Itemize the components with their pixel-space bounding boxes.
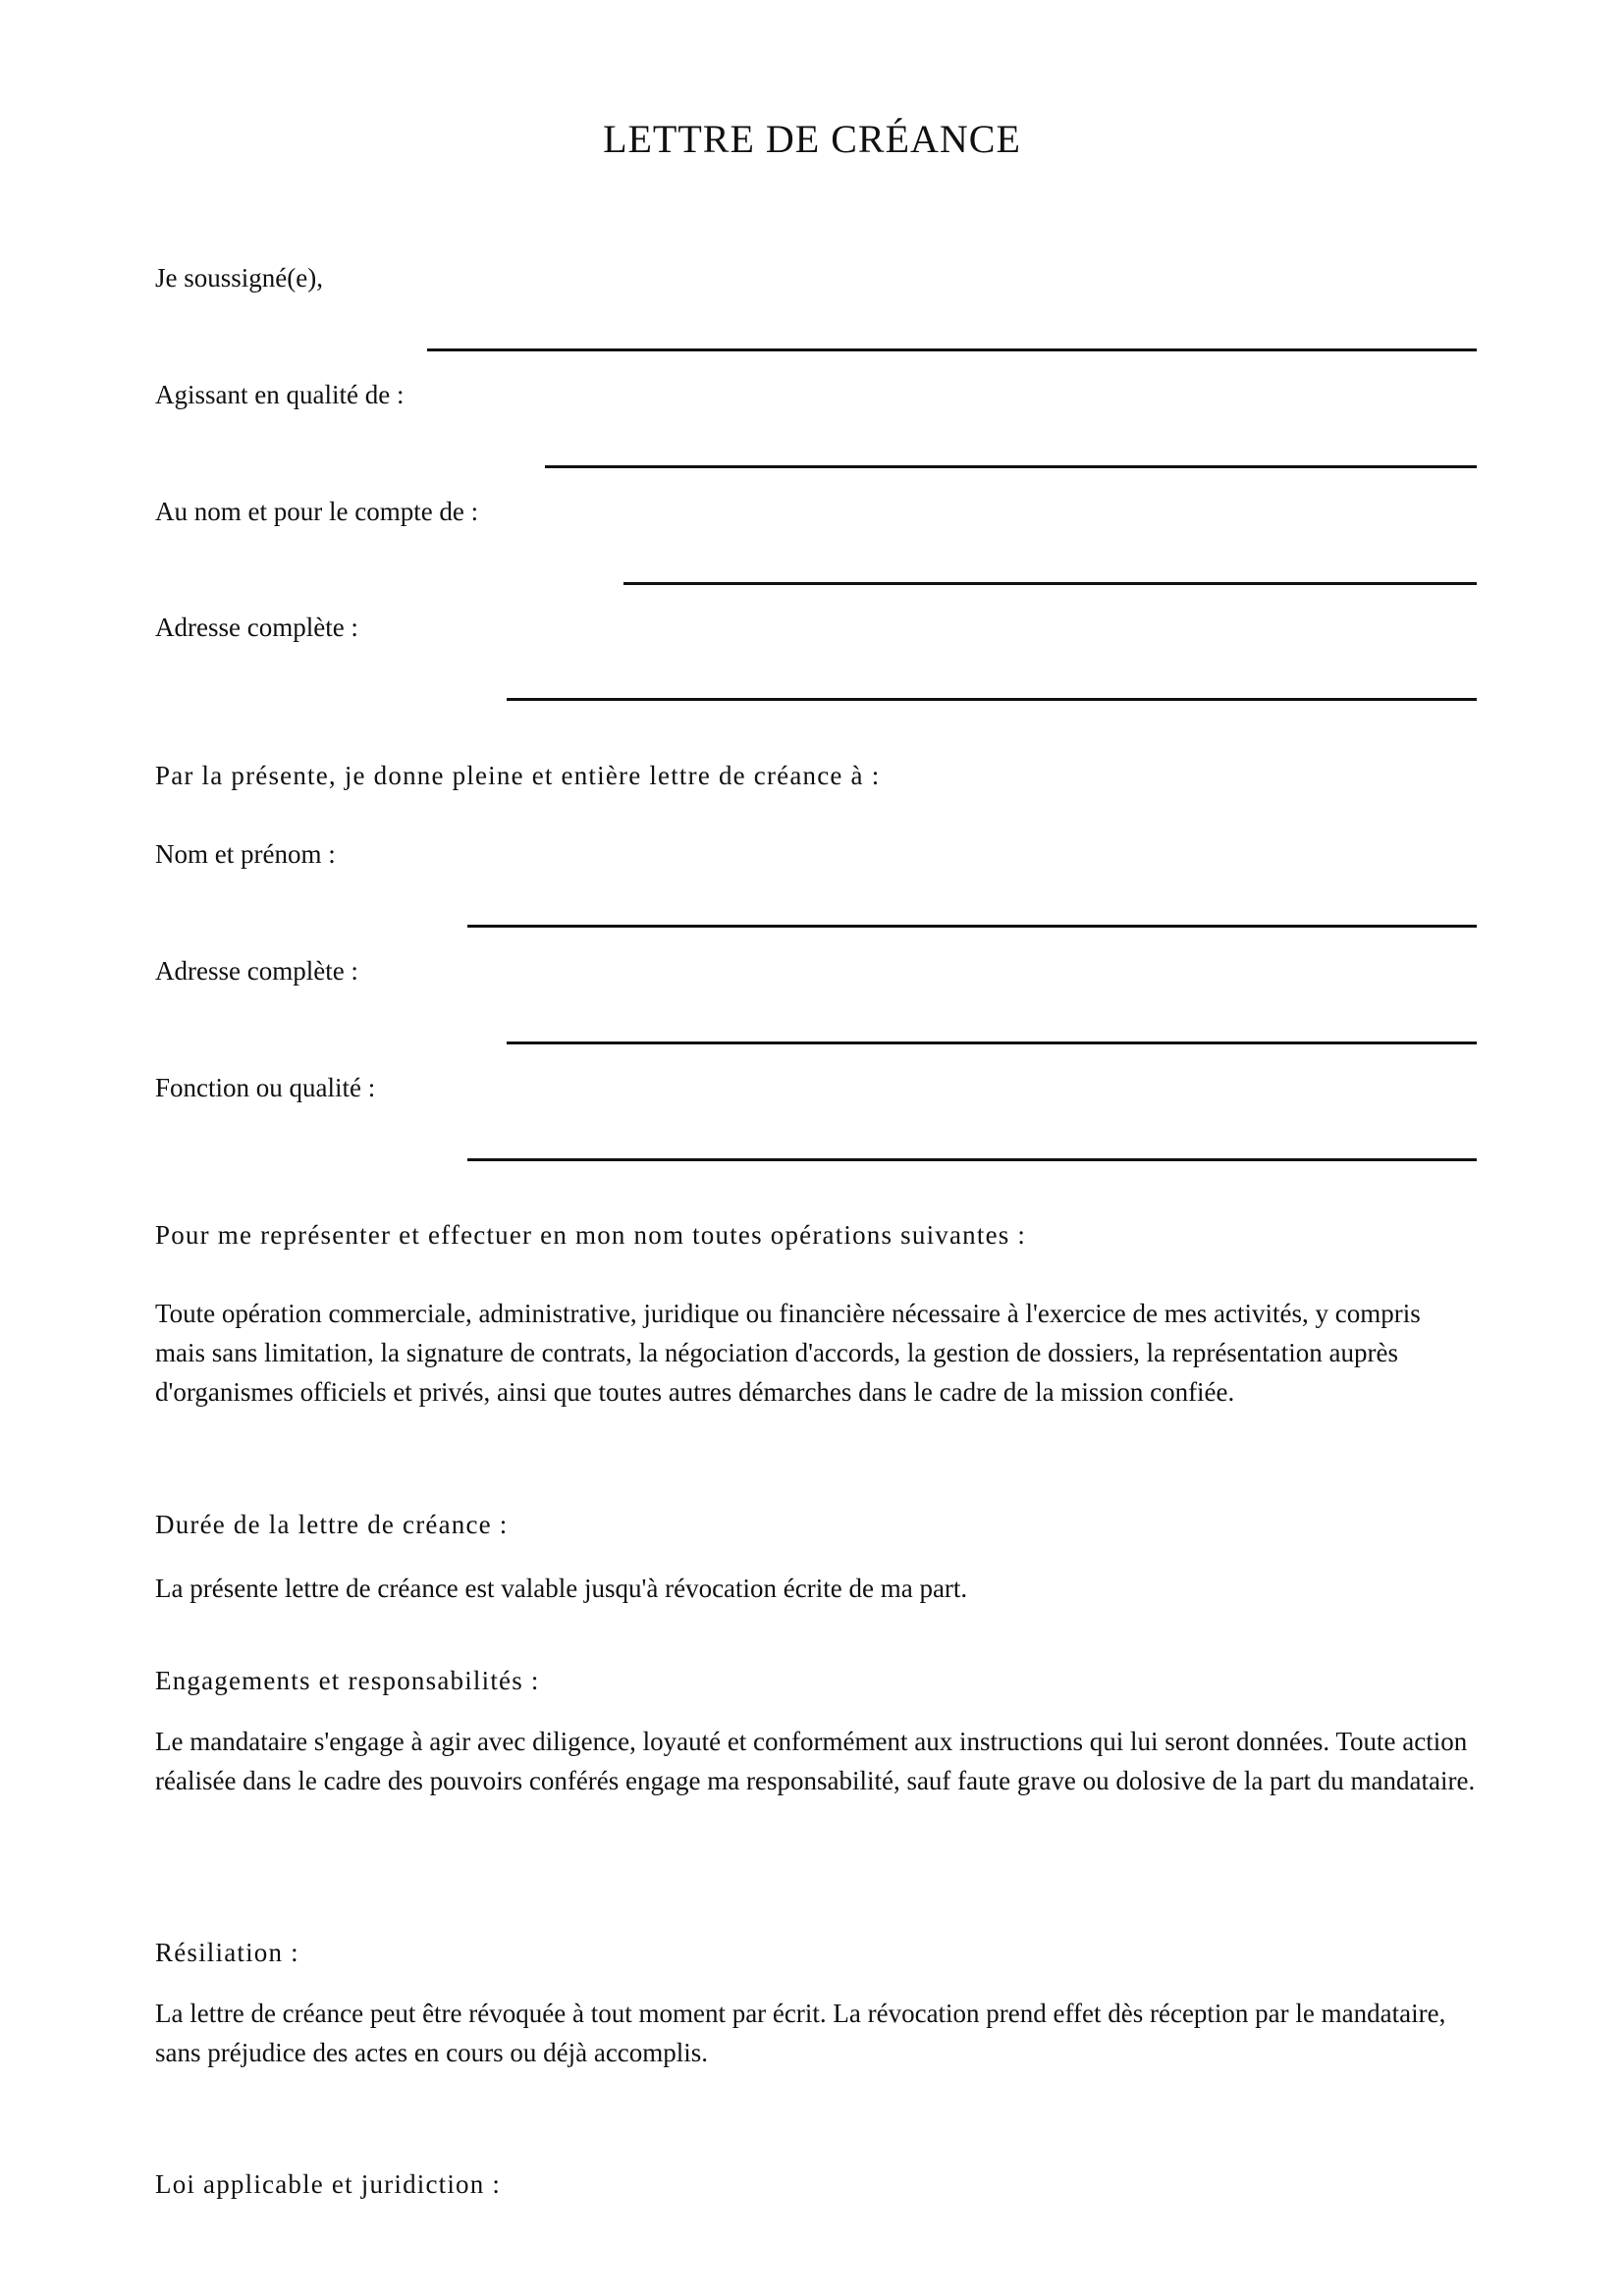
capacity-field-line[interactable] (545, 465, 1477, 468)
undersigned-label: Je soussigné(e), (155, 263, 323, 293)
function-field-line[interactable] (467, 1158, 1477, 1161)
delegate-address-field-line[interactable] (507, 1041, 1477, 1044)
undersigned-field-line[interactable] (427, 348, 1477, 351)
duration-heading: Durée de la lettre de créance : (155, 1510, 509, 1539)
grant-statement: Par la présente, je donne pleine et entière lettre de créance à : (155, 761, 881, 790)
delegate-address-label: Adresse complète : (155, 956, 358, 986)
function-label: Fonction ou qualité : (155, 1073, 376, 1102)
duration-text: La présente lettre de créance est valable jusqu'à révocation écrite de ma part. (155, 1574, 968, 1603)
termination-text: La lettre de créance peut être révoquée à tout moment par écrit. La révocation prend effet dès réception par le mandataire, sans préjudice des actes en cours ou déjà accomplis. (155, 1999, 1446, 2067)
capacity-label: Agissant en qualité de : (155, 380, 405, 409)
document-title: LETTRE DE CRÉANCE (603, 117, 1021, 161)
operations-text: Toute opération commerciale, administrative, juridique ou financière nécessaire à l'exercice de mes activités, y compris mais sans limitation, la signature de contrats, la négociation d'accords, la gestion de dossiers, la représentation auprès d'organismes officiels et privés, ainsi que toutes autres démarches dans le cadre de la mission confiée. (155, 1299, 1421, 1407)
operations-heading: Pour me représenter et effectuer en mon nom toutes opérations suivantes : (155, 1220, 1027, 1250)
grantor-address-label: Adresse complète : (155, 613, 358, 642)
behalf-label: Au nom et pour le compte de : (155, 497, 479, 526)
commitments-heading: Engagements et responsabilités : (155, 1666, 540, 1695)
name-field-line[interactable] (467, 925, 1477, 928)
commitments-text: Le mandataire s'engage à agir avec diligence, loyauté et conformément aux instructions qui lui seront données. Toute action réalisée dans le cadre des pouvoirs conférés engage ma responsabilité, sauf faute grave ou dolosive de la part du mandataire. (155, 1727, 1476, 1795)
grantor-address-field-line[interactable] (507, 698, 1477, 701)
behalf-field-line[interactable] (623, 582, 1477, 585)
termination-heading: Résiliation : (155, 1938, 299, 1967)
name-label: Nom et prénom : (155, 839, 336, 869)
law-heading: Loi applicable et juridiction : (155, 2169, 502, 2199)
